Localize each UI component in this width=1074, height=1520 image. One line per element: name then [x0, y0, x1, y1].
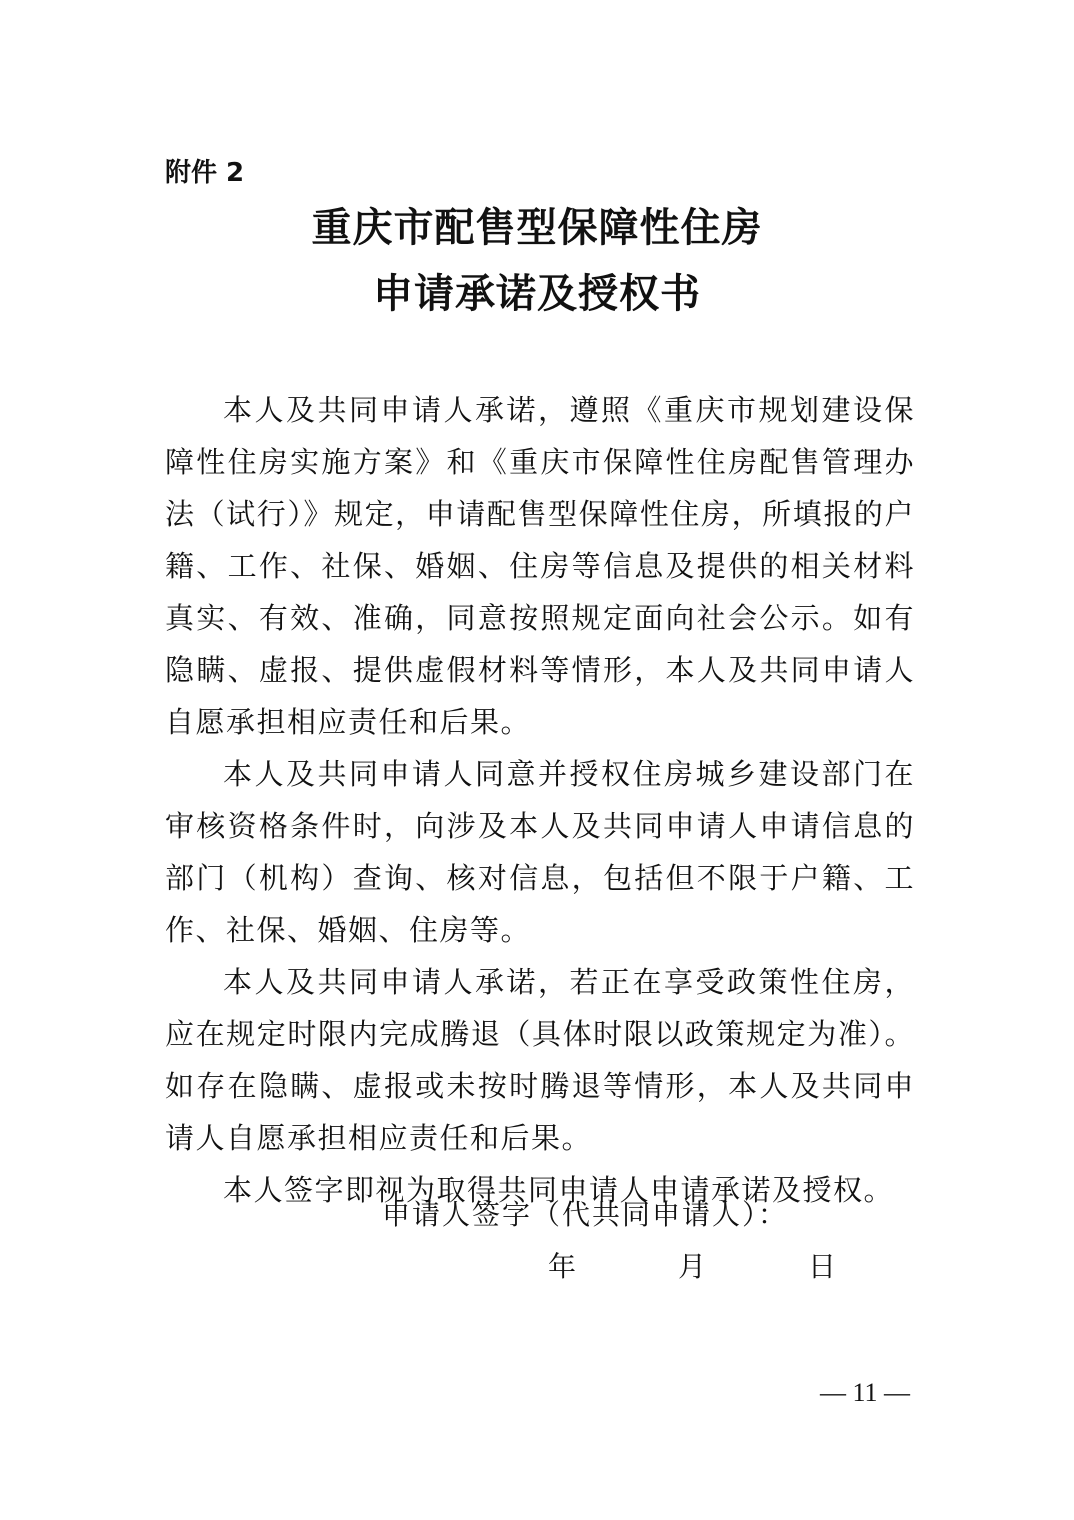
- document-title-line-2: 申请承诺及授权书: [373, 270, 701, 317]
- date-day-label: 日: [808, 1250, 837, 1283]
- signature-label: 申请人签字（代共同申请人）：: [382, 1198, 789, 1231]
- document-body: [165, 384, 915, 1216]
- page-number: — 11 —: [819, 1378, 911, 1407]
- paragraph-vacate-commitment: 本人及共同申请人承诺，若正在享受政策性住房，应在规定时限内完成腾退（具体时限以政策规定为准）。如存在隐瞒、虚报或未按时腾退等情形，本人及共同申请人自愿承担相应责任和后果。: [165, 965, 915, 1155]
- document-title-line-1: 重庆市配售型保障性住房: [311, 204, 763, 251]
- paragraph-authorization: 本人及共同申请人同意并授权住房城乡建设部门在审核资格条件时，向涉及本人及共同申请人申请信息的部门（机构）查询、核对信息，包括但不限于户籍、工作、社保、婚姻、住房等。: [165, 757, 915, 947]
- date-month-label: 月: [678, 1250, 707, 1283]
- paragraph-signature-statement: 本人签字即视为取得共同申请人申请承诺及授权。: [223, 1173, 895, 1207]
- paragraph-commitment: 本人及共同申请人承诺，遵照《重庆市规划建设保障性住房实施方案》和《重庆市保障性住房配售管理办法（试行）》规定，申请配售型保障性住房，所填报的户籍、工作、社保、婚姻、住房等信息及提供的相关材料真实、有效、准确，同意按照规定面向社会公示。如有隐瞒、虚报、提供虚假材料等情形，本人及共同申请人自愿承担相应责任和后果。: [165, 393, 915, 739]
- date-year-label: 年: [548, 1250, 577, 1283]
- attachment-label: 附件 2: [165, 158, 245, 188]
